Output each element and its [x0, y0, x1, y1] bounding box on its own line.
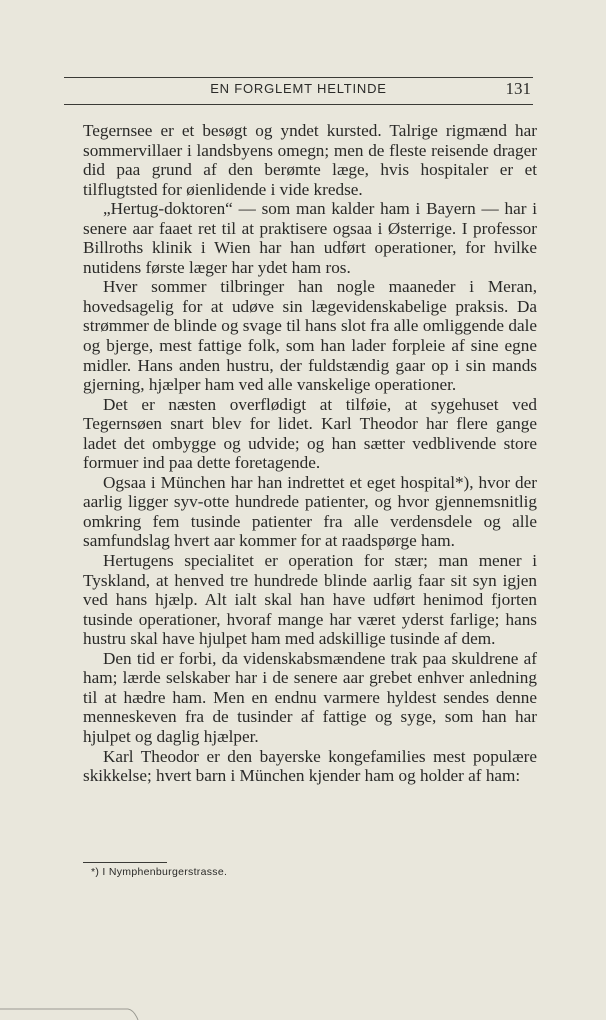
scan-edge-mark — [0, 1000, 150, 1020]
paragraph: Den tid er forbi, da videnskabsmændene trak paa skuldrene af ham; lærde selskaber har i de senere aar grebet enhver anledning til at hædre ham. Men en endnu varmere hyldest sendes denne menneskeven fra de tusinder af fattige og syge, som han har hjulpet og daglig hjælper. — [83, 648, 537, 746]
page-header — [64, 77, 533, 105]
paragraph: Det er næsten overflødigt at tilføie, at sygehuset ved Tegernsøen snart blev for lidet. Karl Theodor har flere gange ladet det ombygge og udvide; og han sætter vedblivende store formuer ind paa dette foretagende. — [83, 394, 537, 473]
paragraph: „Hertug-doktoren“ — som man kalder ham i Bayern — har i senere aar faaet ret til at praktisere ogsaa i Østerrige. I professor Billroths klinik i Wien har han udført operationer, for hvilke nutidens første læger har ydet ham ros. — [83, 199, 537, 277]
footnote-divider — [83, 862, 167, 863]
paragraph: Tegernsee er et besøgt og yndet kursted. Talrige rigmænd har sommervillaer i landsbyens omegn; men de fleste reisende drager did paa grund af den berømte læge, hvis hospitaler er et tilflugtsted for øienlidende i vide kredse. — [83, 121, 537, 199]
paragraph: Karl Theodor er den bayerske kongefamilies mest populære skikkelse; hvert barn i München kjender ham og holder af ham: — [83, 746, 537, 786]
paragraph: Hertugens specialitet er operation for stær; man mener i Tyskland, at henved tre hundrede blinde aarlig faar sit syn igjen ved hans hjælp. Alt ialt skal han have udført henimod fjorten tusinde operationer, hvoraf mange har været yderst farlige; hans hustru skal have hjulpet ham med adskillige tusinde af dem. — [83, 551, 537, 649]
footnote: *) I Nymphenburgerstrasse. — [91, 866, 228, 878]
running-title: EN FORGLEMT HELTINDE — [210, 81, 387, 96]
paragraph: Ogsaa i München har han indrettet et eget hospital*), hvor der aarlig ligger syv-otte hundrede patienter, og hvor gjennemsnitlig omkring fem tusinde patienter fra alle verdensdele og alle samfundslag hvert aar kommer for at raadspørge ham. — [83, 472, 537, 551]
page-number: 131 — [505, 79, 531, 98]
paragraph: Hver sommer tilbringer han nogle maaneder i Meran, hovedsagelig for at udøve sin lægevidenskabelige praksis. Da strømmer de blinde og svage til hans slot fra alle omliggende dale og bjerge, mest fattige folk, som han lader forpleie af sine egne midler. Hans anden hustru, der fuldstændig gaar op i sin mands gjerning, hjælper ham ved alle vanskelige operationer. — [83, 277, 537, 395]
body-text — [83, 121, 537, 786]
